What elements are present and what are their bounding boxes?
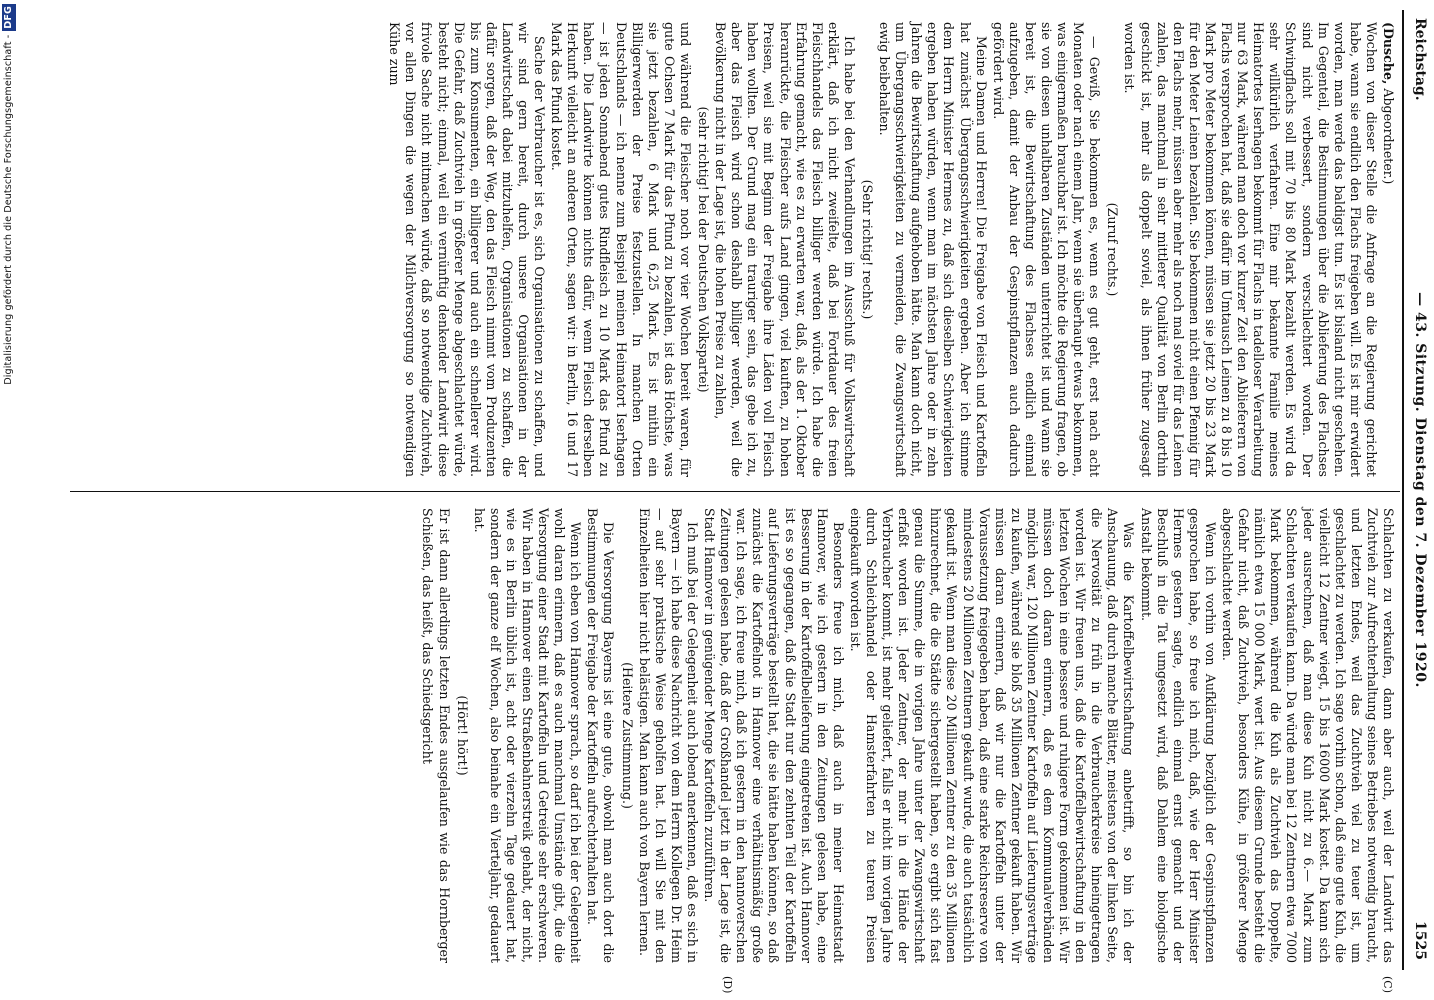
paragraph: Die Versorgung Bayerns ist eine gute, obwohl man auch dort die Bestimmungen der Freigabe der Kartoffeln aufrechterhalten hat. [585,508,617,963]
speaker-role: Abgeordneter.) [1381,88,1396,185]
column-divider [70,491,1400,492]
dfg-logo: DFG [3,6,14,29]
paragraph: Ich habe bei den Verhandlungen im Ausschuß für Volkswirtschaft erklärt, daß ich nicht zweifelte, daß bei Fortdauer des freien Fleischhandels das Fleisch billiger werden würde. Ich habe die Erfahrung gemacht, wie es zu erwarten war, daß, als der 1. Oktober heranrückte, die Fleischer aufs Land gingen, viel kauften, zu hohen Preisen, weil sie mit Beginn der Freigabe ihre Läden voll Fleisch haben wollten. Der Grund mag ein trauriger sein, das gebe ich zu, aber das Fleisch wird schon deshalb billiger werden, weil die Bevölkerung nicht in der Lage ist, die hohen Preise zu zahlen, [713,22,857,477]
margin-marker-d: (D) [721,976,734,994]
rotated-page [68,10,1434,994]
interjection: (Sehr richtig! rechts.) [860,179,875,320]
paragraph: Sache der Verbraucher ist es, sich Organisationen zu schaffen, und wir sind gern bereit, durch unsere Organisationen in der Landwirtschaft dabei mitzuhelfen, Organisationen zu schaffen, die dafür sorgen, daß der Weg, den das Fleisch nimmt vom Produzenten bis zum Konsumenten, ein billigerer und auch ein schnellerer wird. Die Gefahr, daß Zuchtvieh in größerer Menge abgeschlachtet würde, besteht nicht; einmal, weil ein vernünftig denkender Landwirt diese frivole Sache nicht mitmachen würde, daß so notwendige Zuchtvieh, vor allen Dingen die wegen der Milchversorgung so notwendigen Kühe zum [387,22,548,477]
paragraph: Wochen von dieser Stelle die Anfrage an die Regierung gerichtet habe, wann sie endlich den Flachs freigeben will. Es ist mir erwidert worden, man werde das baldigst tun. Es ist bisland nicht geschehen. Im Gegenteil, die Bestimmungen über die Ablieferung des Flachses sind nicht verbessert, sondern verschlechtert worden. Der Schwingflachs soll mit 70 bis 80 Mark bezahlt werden. Es wird da sehr willkürlich verfahren. Eine mir bekannte Familie meines Heimatortes Iserhagen bekommt für Flachs in tadelloser Verarbeitung nur 63 Mark, während man doch vor kurzer Zeit den Ablieferern von Flachs versprochen hat, daß sie dafür im Umtausch Leinen zu 8 bis 10 Mark pro Meter bekommen können, müssen sie jetzt 20 bis 23 Mark für den Meter Leinen bezahlen. Sie bekommen nicht einen Pfennig für den Flachs mehr, müssen aber mehr als noch mal soviel für das Leinen zahlen, das manchmal in sehr mittlerer Qualität von Berlin dorthin geschickt ist, mehr als doppelt soviel, als ihnen früher zugesagt worden ist. [1122,22,1379,477]
page-number: 1525 [1412,921,1428,960]
credit-text-line [2,4,16,994]
speaker-name: (Dusche, [1381,22,1396,85]
credit-text: Digitalisierung gefördert durch die Deutsche Forschungsgemeinschaft - [3,34,14,385]
header-session-date: — 43. Sitzung. Dienstag den 7. Dezember 1920. [1412,292,1428,688]
paragraph: Besonders freue ich mich, daß auch in meiner Heimatstadt Hannover, wie ich gestern in den Zeitungen gelesen habe, eine Besserung in der Kartoffelbelieferung eingetreten ist. Auch Hannover ist es so gegangen, daß die Stadt nur den zehnten Teil der Kartoffeln auf Lieferungsverträge bestellt hat, die sie hätte haben können, so daß zunächst die Kartoffelnot in Hannover eine verhältnismäßig große war. Ich sage, ich freue mich, daß ich gestern in den hannoverschen Zeitungen gelesen habe, daß der Großhandel jetzt in der Lage ist, die Stadt Hannover in genügender Menge Kartoffeln zuzuführen. [702,508,846,963]
paragraph: Schlachten zu verkaufen, dann aber auch, weil der Landwirt das Zuchtvieh zur Aufrechterhaltung seines Betriebes notwendig braucht, und letzten Endes, weil das Zuchtvieh viel zu teuer ist, um geschlachtet zu werden. Ich sage vorhin schon, daß eine gute Kuh, die vielleicht 12 Zentner wiegt, 15 bis 16000 Mark kostet. Da kann sich jeder ausrechnen, daß man diese Kuh nicht zu 6.— Mark zum Schlachten verkaufen kann. Da würde man bei 12 Zentnern etwa 7000 Mark bekommen, während die Kuh als Zuchtvieh das Doppelte, nämlich etwa 15 000 Mark, wert ist. Aus diesem Grunde besteht die Gefahr nicht, daß Zuchtvieh, besonders Kühe, in größerer Menge abgeschlachtet werden. [1220,508,1396,963]
interjection: (Heitere Zustimmung.) [619,662,635,809]
paragraph: Ich muß bei der Gelegenheit auch lobend anerkennen, daß es sich in Bayern — ich habe diese Nachricht von dem Herrn Kollegen Dr. Heim — auf sehr praktische Weise geholfen hat. Ich will Sie mit den Einzelheiten hier nicht belästigen. Man kann auch von Bayern lernen. [636,508,700,963]
paragraph: Meine Damen und Herren! Die Freigabe von Fleisch und Kartoffeln hat zunächst Übergangsschwierigkeiten ergeben. Aber ich stimme dem Herrn Minister Hermes zu, daß sich dieselben Schwierigkeiten ergeben haben würden, wenn man im nächsten Jahre oder in zehn Jahren die Bewirtschaftung aufgehoben hätte. Man kann doch nicht, um Übergangsschwierigkeiten zu vermeiden, die Zwangswirtschaft ewig beibehalten. [877,22,989,477]
header-rule [1402,10,1404,970]
paragraph: Wenn ich vorhin von Aufklärung bezüglich der Gespinstpflanzen gesprochen habe, so freue ich mich, daß, wie der Herr Minister Hermes gestern sagte, endlich einmal ernst gemacht und der Beschluß in die Tat umgesetzt wird, daß Dahlem eine biologische Anstalt bekommt. [1138,508,1218,963]
interjection: (Zuruf rechts.) [1105,202,1121,297]
right-column [418,508,1396,963]
digitization-credit [0,0,16,1000]
paragraph: Wenn ich eben von Hannover sprach, so darf ich bei der Gelegenheit wohl daran erinnern, daß es auch manchmal Umstände gibt, die die Versorgung einer Stadt mit Kartoffeln und Getreide sehr erschweren. Wir haben in Hannover einen Straßenbahnerstreik gehabt, der nicht, wie es in Berlin üblich ist, acht oder vierzehn Tage gedauert hat, sondern der ganze elf Wochen, also beinahe ein Vierteljahr, gedauert hat. [471,508,584,963]
paragraph: Was die Kartoffelbewirtschaftung anbetrifft, so bin ich der Anschauung, daß durch manche Blätter, meistens von der linken Seite, die Nervosität zu früh in die Verbraucherkreise hineingetragen worden ist. Wir freuen uns, daß die Kartoffelbewirtschaftung in den letzten Wochen in eine bessere und ruhigere Form gekommen ist. Wir müssen doch daran erinnern, daß es dem Kommunalverbänden möglich war, 120 Millionen Zentner Kartoffeln auf Lieferungsverträge zu kaufen, während sie bloß 35 Millionen Zentner gekauft haben. Wir müssen daran erinnern, daß wir nur die Kartoffeln unter der Voraussetzung freigegeben haben, daß eine starke Reichsreserve von mindestens 20 Millionen Zentnern gekauft wurde, die auch tatsächlich gekauft ist. Wenn man diese 20 Millionen Zentner zu den 35 Millionen hinzurechnet, die die Städte sichergestellt haben, so ergibt sich fast genau die Summe, die in vorigen Jahre unter der Zwangswirtschaft erfaßt worden ist. Jeder Zentner, der mehr in die Hände der Verbraucher kommt, ist mehr geliefert, falls er nicht im vorigen Jahre durch Schleichhandel oder Hamsterfahrten zu teuren Preisen eingekauft worden ist. [847,508,1137,963]
paragraph: Er ist dann allerdings letzten Endes ausgelaufen wie das Hornberger Schießen, das heißt, das Schiedsgericht [420,508,452,963]
paragraph: und während die Fleischer noch vor vier Wochen bereit waren, für gute Ochsen 7 Mark für das Pfund zu bezahlen, ist das Höchste, was sie jetzt bezahlen, 6 Mark und 6,25 Mark. Es ist mithin ein Billigerwerden der Preise festzustellen. In manchen Orten Deutschlands — ich nenne zum Beispiel meinen Heimatort Iserhagen — ist jeden Sonnabend gutes Rindfleisch zu 10 Mark das Pfund zu haben. Die Landwirte können nichts dafür, wenn Fleisch derselben Herkunft vielleicht an anderen Orten, sagen wir: in Berlin, 16 und 17 Mark das Pfund kostet. [549,22,693,477]
paragraph: — Gewiß, Sie bekommen es, wenn es gut geht, erst nach acht Monaten oder nach einem Jahr, wenn sie überhaupt etwas bekommen, was einigermaßen brauchbar ist. Ich möchte die Regierung fragen, ob sie von diesen unhaltbaren Zuständen unterrichtet ist und wann sie bereit ist, die Bewirtschaftung des Flachses endlich einmal aufzugeben, damit der Anbau der Gespinstpflanzen auch dadurch gefördert wird. [990,22,1103,477]
header-publication: Reichstag. [1412,18,1428,101]
margin-marker-c: (C) [1381,976,1394,993]
speaker-line [1380,22,1396,477]
left-column [385,22,1396,477]
interjection: (sehr richtig! bei der Deutschen Volkspartei) [696,106,712,393]
interjection: (Hört! hört!) [454,695,470,776]
page-header [1404,10,1434,970]
